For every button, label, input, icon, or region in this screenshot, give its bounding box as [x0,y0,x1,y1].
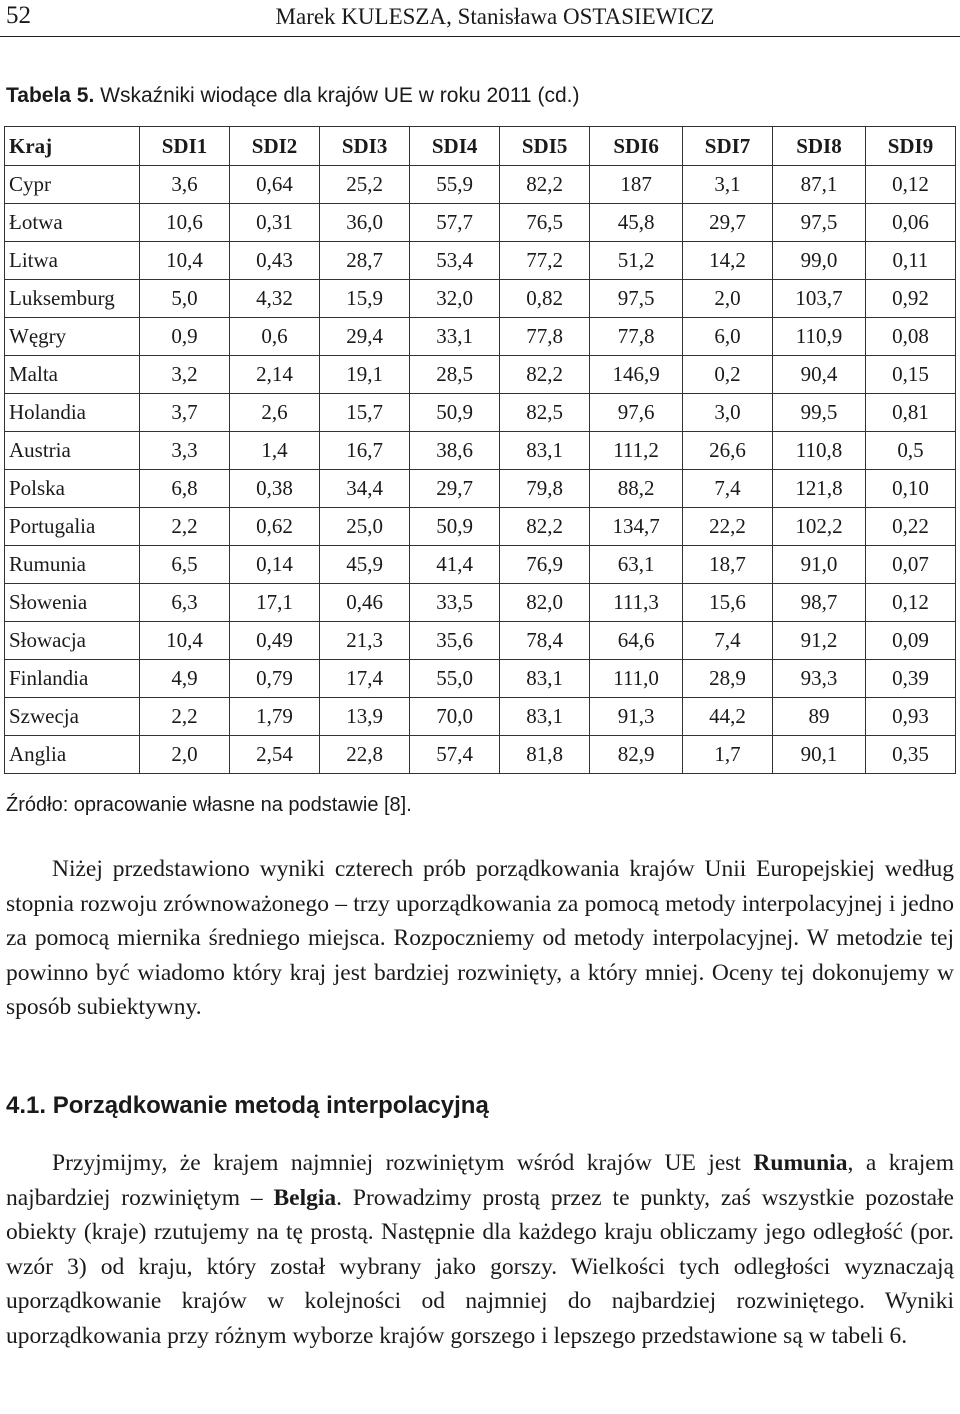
value-cell: 103,7 [773,280,866,318]
value-cell: 21,3 [320,622,410,660]
country-cell: Słowenia [5,584,140,622]
value-cell: 25,2 [320,166,410,204]
column-header: SDI3 [320,127,410,166]
value-cell: 6,5 [140,546,230,584]
body-paragraph-1: Niżej przedstawiono wyniki czterech prób porządkowania krajów Unii Europejskiej według stopnia rozwoju zrównoważonego – trzy uporządkowania za pomocą metody interpolacyjnej i jedno za pomocą miernika średniego miejsca. Rozpoczniemy od metody interpolacyjnej. W metodzie tej powinno być wiadomo który kraj jest bardziej rozwinięty, a który mniej. Oceny tej dokonujemy w sposób subiektywny. [6,856,954,1021]
table-row [5,660,956,698]
value-cell: 0,9 [140,318,230,356]
table-row [5,318,956,356]
section-heading: 4.1. Porządkowanie metodą interpolacyjną [6,1092,489,1119]
value-cell: 45,8 [590,204,683,242]
country-cell: Litwa [5,242,140,280]
table-caption [6,84,579,108]
value-cell: 0,46 [320,584,410,622]
value-cell: 110,9 [773,318,866,356]
value-cell: 2,0 [140,736,230,774]
country-name-least-developed: Rumunia [753,1150,848,1176]
page-number: 52 [6,2,31,29]
value-cell: 82,2 [500,356,590,394]
value-cell: 53,4 [410,242,500,280]
table-row [5,432,956,470]
country-cell: Rumunia [5,546,140,584]
value-cell: 50,9 [410,394,500,432]
value-cell: 34,4 [320,470,410,508]
value-cell: 3,3 [140,432,230,470]
value-cell: 57,4 [410,736,500,774]
value-cell: 0,79 [230,660,320,698]
country-cell: Austria [5,432,140,470]
value-cell: 76,5 [500,204,590,242]
table-header-row [5,127,956,166]
value-cell: 28,5 [410,356,500,394]
value-cell: 2,2 [140,698,230,736]
table-row [5,470,956,508]
value-cell: 91,0 [773,546,866,584]
value-cell: 28,7 [320,242,410,280]
table-row [5,242,956,280]
value-cell: 3,1 [683,166,773,204]
country-cell: Portugalia [5,508,140,546]
value-cell: 83,1 [500,698,590,736]
value-cell: 99,5 [773,394,866,432]
paragraph-text: , a krajem najbardziej rozwiniętym – [6,1150,954,1211]
value-cell: 0,06 [865,204,955,242]
value-cell: 22,8 [320,736,410,774]
value-cell: 2,6 [230,394,320,432]
value-cell: 0,14 [230,546,320,584]
value-cell: 102,2 [773,508,866,546]
value-cell: 3,2 [140,356,230,394]
value-cell: 41,4 [410,546,500,584]
value-cell: 93,3 [773,660,866,698]
value-cell: 0,15 [865,356,955,394]
value-cell: 0,31 [230,204,320,242]
value-cell: 83,1 [500,660,590,698]
country-cell: Anglia [5,736,140,774]
value-cell: 3,6 [140,166,230,204]
value-cell: 98,7 [773,584,866,622]
value-cell: 83,1 [500,432,590,470]
country-cell: Słowacja [5,622,140,660]
value-cell: 4,32 [230,280,320,318]
value-cell: 0,39 [865,660,955,698]
value-cell: 0,35 [865,736,955,774]
value-cell: 44,2 [683,698,773,736]
value-cell: 57,7 [410,204,500,242]
value-cell: 70,0 [410,698,500,736]
running-head-authors: Marek KULESZA, Stanisława OSTASIEWICZ [275,4,715,29]
value-cell: 3,0 [683,394,773,432]
table-row [5,394,956,432]
value-cell: 25,0 [320,508,410,546]
value-cell: 33,5 [410,584,500,622]
value-cell: 0,64 [230,166,320,204]
value-cell: 6,0 [683,318,773,356]
paragraph-text: . Prowadzimy prostą przez te punkty, zaś wszystkie pozostałe obiekty (kraje) rzutujemy na tę prostą. Następnie dla każdego kraju obliczamy jego odległość (por. wzór 3) od kraju, który został wybrany jako gorszy. Wielkości tych odległości wyznaczają uporządkowanie krajów w kolejności od najmniej do najbardziej rozwiniętego. Wyniki uporządkowania przy różnym wyborze krajów gorszego i lepszego przedstawione są w tabeli 6. [6,1184,954,1349]
country-cell: Łotwa [5,204,140,242]
value-cell: 15,6 [683,584,773,622]
value-cell: 13,9 [320,698,410,736]
table-caption-text: Wskaźniki wiodące dla krajów UE w roku 2011 (cd.) [94,84,580,107]
value-cell: 33,1 [410,318,500,356]
table-row [5,622,956,660]
value-cell: 28,9 [683,660,773,698]
value-cell: 2,0 [683,280,773,318]
value-cell: 89 [773,698,866,736]
value-cell: 1,79 [230,698,320,736]
value-cell: 82,9 [590,736,683,774]
value-cell: 0,38 [230,470,320,508]
value-cell: 82,2 [500,166,590,204]
value-cell: 0,93 [865,698,955,736]
value-cell: 6,3 [140,584,230,622]
indicators-table [4,126,956,774]
table-row [5,698,956,736]
country-cell: Finlandia [5,660,140,698]
value-cell: 7,4 [683,622,773,660]
country-cell: Holandia [5,394,140,432]
value-cell: 55,9 [410,166,500,204]
country-cell: Cypr [5,166,140,204]
value-cell: 18,7 [683,546,773,584]
value-cell: 45,9 [320,546,410,584]
value-cell: 6,8 [140,470,230,508]
value-cell: 90,1 [773,736,866,774]
value-cell: 0,12 [865,584,955,622]
value-cell: 87,1 [773,166,866,204]
value-cell: 10,4 [140,622,230,660]
value-cell: 0,22 [865,508,955,546]
value-cell: 29,7 [683,204,773,242]
value-cell: 19,1 [320,356,410,394]
value-cell: 81,8 [500,736,590,774]
value-cell: 91,3 [590,698,683,736]
column-header: SDI9 [865,127,955,166]
value-cell: 2,2 [140,508,230,546]
value-cell: 0,62 [230,508,320,546]
value-cell: 4,9 [140,660,230,698]
value-cell: 50,9 [410,508,500,546]
value-cell: 2,54 [230,736,320,774]
value-cell: 1,4 [230,432,320,470]
value-cell: 36,0 [320,204,410,242]
value-cell: 1,7 [683,736,773,774]
value-cell: 187 [590,166,683,204]
value-cell: 55,0 [410,660,500,698]
value-cell: 97,6 [590,394,683,432]
value-cell: 97,5 [773,204,866,242]
value-cell: 0,81 [865,394,955,432]
table-row [5,356,956,394]
value-cell: 17,4 [320,660,410,698]
value-cell: 10,6 [140,204,230,242]
value-cell: 26,6 [683,432,773,470]
column-header: SDI8 [773,127,866,166]
column-header: SDI2 [230,127,320,166]
value-cell: 10,4 [140,242,230,280]
value-cell: 121,8 [773,470,866,508]
value-cell: 0,92 [865,280,955,318]
country-cell: Malta [5,356,140,394]
column-header: SDI5 [500,127,590,166]
value-cell: 16,7 [320,432,410,470]
table-source-note: Źródło: opracowanie własne na podstawie [8]. [6,794,412,816]
value-cell: 35,6 [410,622,500,660]
page-header [0,0,960,37]
value-cell: 111,3 [590,584,683,622]
value-cell: 7,4 [683,470,773,508]
value-cell: 38,6 [410,432,500,470]
value-cell: 111,0 [590,660,683,698]
value-cell: 17,1 [230,584,320,622]
value-cell: 0,5 [865,432,955,470]
value-cell: 0,08 [865,318,955,356]
value-cell: 0,12 [865,166,955,204]
value-cell: 15,9 [320,280,410,318]
table-body [5,166,956,774]
value-cell: 134,7 [590,508,683,546]
table-caption-label: Tabela 5. [6,84,95,107]
value-cell: 111,2 [590,432,683,470]
value-cell: 77,2 [500,242,590,280]
value-cell: 0,49 [230,622,320,660]
value-cell: 77,8 [500,318,590,356]
column-header: SDI6 [590,127,683,166]
table-row [5,166,956,204]
value-cell: 0,10 [865,470,955,508]
value-cell: 82,2 [500,508,590,546]
value-cell: 51,2 [590,242,683,280]
value-cell: 15,7 [320,394,410,432]
table-row [5,736,956,774]
value-cell: 0,82 [500,280,590,318]
table-row [5,508,956,546]
paragraph-text: Przyjmijmy, że krajem najmniej rozwiniętym wśród krajów UE jest [52,1150,754,1176]
value-cell: 82,5 [500,394,590,432]
value-cell: 22,2 [683,508,773,546]
table-row [5,280,956,318]
value-cell: 63,1 [590,546,683,584]
value-cell: 0,11 [865,242,955,280]
value-cell: 29,4 [320,318,410,356]
value-cell: 77,8 [590,318,683,356]
country-cell: Luksemburg [5,280,140,318]
value-cell: 82,0 [500,584,590,622]
value-cell: 91,2 [773,622,866,660]
country-cell: Węgry [5,318,140,356]
column-header: SDI4 [410,127,500,166]
table-row [5,204,956,242]
value-cell: 14,2 [683,242,773,280]
value-cell: 2,14 [230,356,320,394]
value-cell: 146,9 [590,356,683,394]
column-header: SDI1 [140,127,230,166]
value-cell: 78,4 [500,622,590,660]
value-cell: 0,2 [683,356,773,394]
value-cell: 110,8 [773,432,866,470]
value-cell: 76,9 [500,546,590,584]
value-cell: 90,4 [773,356,866,394]
table-row [5,546,956,584]
body-paragraph-2 [6,1146,954,1354]
country-name-most-developed: Belgia [273,1184,337,1211]
value-cell: 88,2 [590,470,683,508]
value-cell: 0,6 [230,318,320,356]
value-cell: 99,0 [773,242,866,280]
column-header: Kraj [5,127,140,166]
value-cell: 3,7 [140,394,230,432]
table-row [5,584,956,622]
value-cell: 0,09 [865,622,955,660]
value-cell: 29,7 [410,470,500,508]
value-cell: 32,0 [410,280,500,318]
column-header: SDI7 [683,127,773,166]
value-cell: 0,43 [230,242,320,280]
value-cell: 0,07 [865,546,955,584]
value-cell: 5,0 [140,280,230,318]
value-cell: 79,8 [500,470,590,508]
country-cell: Szwecja [5,698,140,736]
value-cell: 97,5 [590,280,683,318]
country-cell: Polska [5,470,140,508]
value-cell: 64,6 [590,622,683,660]
